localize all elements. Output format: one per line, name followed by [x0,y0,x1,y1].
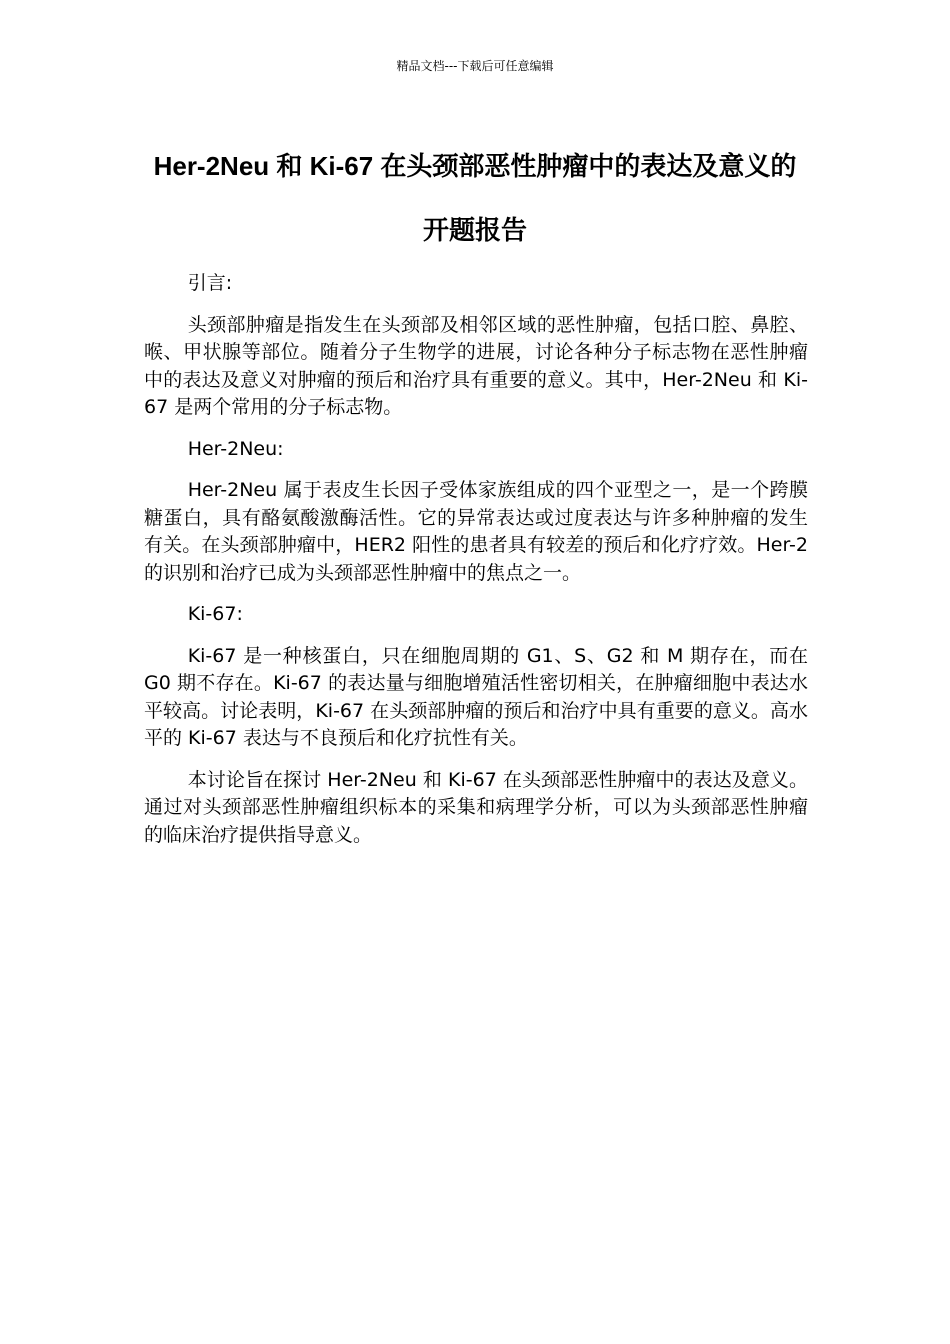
her2-heading: Her-2Neu: [187,437,284,460]
document-title: Her-2Neu 和 Ki-67 在头颈部恶性肿瘤中的表达及意义的开题报告 [153,151,797,245]
aim-paragraph: 本讨论旨在探讨 Her-2Neu 和 Ki-67 在头颈部恶性肿瘤中的表达及意义。通过对头颈部恶性肿瘤组织标本的采集和病理学分析，可以为头颈部恶性肿瘤的临床治疗提供指导意义。 [144,768,808,846]
document-body [144,270,808,863]
her2-paragraph: Her-2Neu 属于表皮生长因子受体家族组成的四个亚型之一，是一个跨膜糖蛋白，具有酪氨酸激酶活性。它的异常表达或过度表达与许多种肿瘤的发生有关。在头颈部肿瘤中，HER2 阳性的患者具有较差的预后和化疗疗效。Her-2 的识别和治疗已成为头颈部恶性肿瘤中的焦点之一。 [144,479,808,584]
ki67-paragraph: Ki-67 是一种核蛋白，只在细胞周期的 G1、S、G2 和 M 期存在，而在 G0 期不存在。Ki-67 的表达量与细胞增殖活性密切相关，在肿瘤细胞中表达水平较高。讨论表明，Ki-67 在头颈部肿瘤的预后和治疗中具有重要的意义。高水平的 Ki-67 表达与不良预后和化疗抗性有关。 [144,644,808,749]
ki67-heading: Ki-67: [187,603,243,625]
intro-paragraph: 头颈部肿瘤是指发生在头颈部及相邻区域的恶性肿瘤，包括口腔、鼻腔、喉、甲状腺等部位。随着分子生物学的进展，讨论各种分子标志物在恶性肿瘤中的表达及意义对肿瘤的预后和治疗具有重要的意义。其中，Her-2Neu 和 Ki-67 是两个常用的分子标志物。 [144,313,808,418]
header-note: 精品文档---下载后可任意编辑 [396,59,554,73]
intro-heading: 引言: [187,272,233,294]
